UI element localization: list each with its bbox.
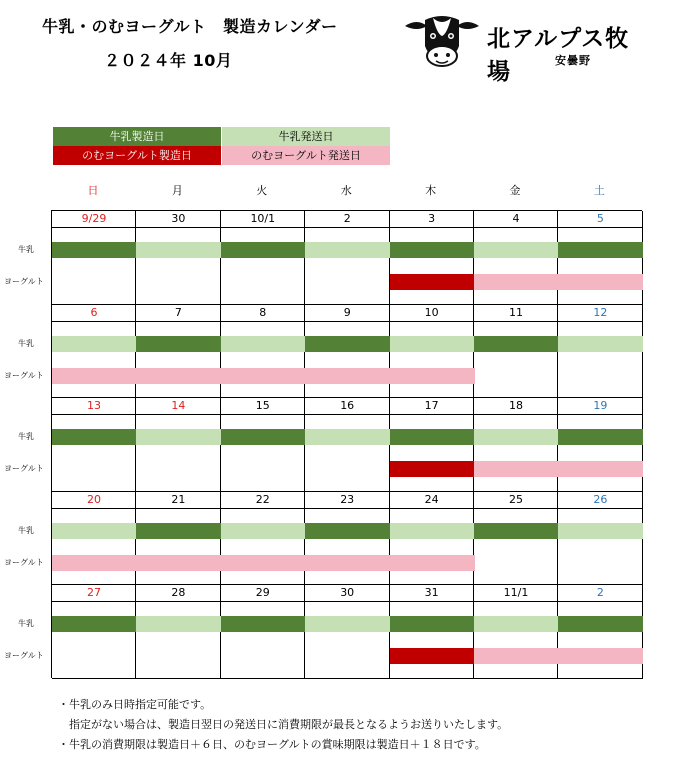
- weekday-label: 木: [425, 184, 437, 197]
- yogurt-shipping-bar: [136, 368, 221, 384]
- day-number: 10/1: [250, 212, 276, 225]
- yogurt-shipping-bar: [558, 461, 642, 477]
- yogurt-shipping-bar: [474, 648, 559, 664]
- date-divider: [221, 601, 305, 602]
- day-number: 25: [509, 492, 523, 506]
- date-divider: [305, 508, 389, 509]
- milk-shipping-bar: [474, 429, 559, 445]
- milk-shipping-bar: [52, 523, 137, 539]
- date-divider: [305, 601, 389, 602]
- milk-shipping-bar: [136, 429, 221, 445]
- milk-shipping-bar: [558, 336, 642, 352]
- milk-production-bar: [390, 242, 475, 258]
- milk-production-bar: [136, 336, 221, 352]
- day-number: 11: [509, 305, 523, 319]
- weekday-label: 月: [171, 184, 183, 197]
- milk-shipping-bar: [390, 523, 475, 539]
- milk-production-bar: [52, 242, 137, 258]
- yogurt-shipping-bar: [136, 555, 221, 571]
- milk-shipping-bar: [390, 336, 475, 352]
- date-divider: [390, 321, 474, 322]
- milk-shipping-bar: [52, 336, 137, 352]
- day-number: 12: [593, 305, 608, 319]
- weekday-label: 水: [340, 184, 352, 197]
- date-divider: [136, 508, 220, 509]
- date-divider: [221, 321, 305, 322]
- day-number: 7: [174, 305, 182, 319]
- date-divider: [136, 414, 220, 415]
- date-divider: [474, 414, 558, 415]
- legend-milk-production: 牛乳製造日: [53, 127, 221, 146]
- note-line: ・牛乳のみ日時指定可能です。: [58, 698, 212, 711]
- legend-yogurt-production: のむヨーグルト製造日: [53, 146, 221, 165]
- yogurt-production-bar: [390, 648, 475, 664]
- day-number: 31: [424, 586, 439, 600]
- milk-production-bar: [52, 616, 137, 632]
- date-divider: [390, 601, 474, 602]
- milk-production-bar: [52, 429, 137, 445]
- date-divider: [305, 227, 389, 228]
- day-number: 5: [596, 212, 604, 225]
- note-line: 指定がない場合は、製造日翌日の発送日に消費期限が最長となるようお送りいたします。: [58, 718, 509, 731]
- yogurt-shipping-bar: [305, 368, 390, 384]
- brand-name: 北アルプス牧場: [487, 26, 630, 85]
- date-divider: [136, 601, 220, 602]
- date-divider: [52, 414, 136, 415]
- yogurt-production-bar: [390, 461, 475, 477]
- yogurt-production-bar: [390, 274, 475, 290]
- date-divider: [221, 227, 305, 228]
- yogurt-shipping-bar: [558, 274, 642, 290]
- milk-production-bar: [390, 429, 475, 445]
- date-divider: [390, 508, 474, 509]
- milk-shipping-bar: [136, 616, 221, 632]
- legend-milk-shipping: 牛乳発送日: [222, 127, 390, 146]
- legend-yogurt-shipping: のむヨーグルト発送日: [222, 146, 390, 165]
- day-number: 15: [255, 399, 270, 413]
- milk-shipping-bar: [136, 242, 221, 258]
- milk-production-bar: [221, 616, 306, 632]
- day-number: 2: [343, 212, 351, 225]
- day-number: 18: [509, 399, 523, 413]
- row-label-milk: 牛乳: [18, 338, 34, 348]
- milk-shipping-bar: [305, 429, 390, 445]
- weekday-label: 日: [87, 184, 99, 197]
- day-number: 8: [259, 305, 267, 319]
- milk-production-bar: [558, 616, 642, 632]
- day-number: 24: [424, 492, 439, 506]
- date-divider: [558, 321, 642, 322]
- yogurt-shipping-bar: [558, 648, 642, 664]
- date-divider: [305, 321, 389, 322]
- milk-shipping-bar: [474, 242, 559, 258]
- row-label-yogurt: ヨーグルト: [4, 464, 44, 474]
- day-number: 4: [512, 212, 520, 225]
- date-divider: [558, 601, 642, 602]
- row-label-yogurt: ヨーグルト: [4, 277, 44, 286]
- day-number: 30: [340, 586, 355, 600]
- day-number: 29: [255, 586, 270, 600]
- yogurt-shipping-bar: [390, 368, 475, 384]
- yogurt-shipping-bar: [221, 555, 306, 571]
- day-number: 19: [593, 399, 608, 413]
- milk-production-bar: [136, 523, 221, 539]
- milk-shipping-bar: [305, 616, 390, 632]
- milk-production-bar: [558, 429, 642, 445]
- yogurt-shipping-bar: [390, 555, 475, 571]
- day-number: 27: [87, 586, 101, 600]
- day-number: 21: [171, 492, 186, 506]
- weekday-label: 金: [509, 184, 521, 197]
- page-subtitle: ２０２４年 10月: [104, 51, 233, 70]
- row-label-yogurt: ヨーグルト: [4, 651, 44, 661]
- weekday-label: 火: [256, 184, 268, 197]
- milk-shipping-bar: [221, 336, 306, 352]
- day-number: 3: [428, 212, 436, 225]
- day-number: 6: [90, 305, 98, 319]
- milk-shipping-bar: [305, 242, 390, 258]
- milk-shipping-bar: [474, 616, 559, 632]
- date-divider: [390, 414, 474, 415]
- row-label-milk: 牛乳: [18, 619, 34, 629]
- date-divider: [221, 414, 305, 415]
- date-divider: [136, 227, 220, 228]
- date-divider: [136, 321, 220, 322]
- date-divider: [305, 414, 389, 415]
- note-line: ・牛乳の消費期限は製造日＋６日、のむヨーグルトの賞味期限は製造日＋１８日です。: [58, 738, 486, 751]
- milk-production-bar: [390, 616, 475, 632]
- cow-logo-icon: [403, 12, 481, 74]
- page-title: 牛乳・のむヨーグルト 製造カレンダー: [42, 17, 338, 36]
- day-number: 20: [87, 492, 101, 506]
- date-divider: [390, 227, 474, 228]
- date-divider: [558, 414, 642, 415]
- date-divider: [558, 508, 642, 509]
- notes: [58, 695, 508, 755]
- day-number: 9/29: [81, 212, 107, 225]
- yogurt-shipping-bar: [221, 368, 306, 384]
- row-label-milk: 牛乳: [18, 432, 34, 442]
- milk-production-bar: [474, 336, 559, 352]
- yogurt-shipping-bar: [305, 555, 390, 571]
- yogurt-shipping-bar: [474, 461, 559, 477]
- milk-shipping-bar: [221, 523, 306, 539]
- date-divider: [221, 508, 305, 509]
- row-label-milk: 牛乳: [18, 525, 34, 535]
- milk-production-bar: [474, 523, 559, 539]
- day-number: 2: [596, 586, 604, 600]
- brand-location: 安曇野: [555, 54, 591, 67]
- milk-shipping-bar: [558, 523, 642, 539]
- calendar-grid: [51, 210, 642, 678]
- row-label-yogurt: ヨーグルト: [4, 370, 44, 380]
- day-number: 22: [255, 492, 270, 506]
- yogurt-shipping-bar: [52, 555, 137, 571]
- weekday-label: 土: [593, 184, 605, 197]
- milk-production-bar: [305, 523, 390, 539]
- yogurt-shipping-bar: [52, 368, 137, 384]
- day-number: 17: [424, 399, 439, 413]
- day-number: 23: [340, 492, 355, 506]
- date-divider: [474, 321, 558, 322]
- date-divider: [52, 227, 136, 228]
- day-number: 16: [340, 399, 355, 413]
- day-number: 14: [171, 399, 186, 413]
- date-divider: [52, 321, 136, 322]
- legend: [53, 127, 390, 165]
- milk-production-bar: [221, 242, 306, 258]
- date-divider: [52, 508, 136, 509]
- date-divider: [52, 601, 136, 602]
- milk-production-bar: [558, 242, 642, 258]
- day-number: 28: [171, 586, 186, 600]
- day-number: 9: [343, 305, 351, 319]
- day-number: 10: [424, 305, 439, 319]
- milk-production-bar: [221, 429, 306, 445]
- row-label-yogurt: ヨーグルト: [4, 557, 44, 567]
- row-label-milk: 牛乳: [18, 245, 34, 254]
- day-number: 26: [593, 492, 608, 506]
- brand-logo: [403, 12, 653, 85]
- day-number: 11/1: [503, 586, 529, 600]
- day-number: 13: [87, 399, 101, 413]
- day-number: 30: [171, 212, 186, 225]
- yogurt-shipping-bar: [474, 274, 559, 290]
- date-divider: [474, 508, 558, 509]
- milk-production-bar: [305, 336, 390, 352]
- date-divider: [558, 227, 642, 228]
- date-divider: [474, 601, 558, 602]
- date-divider: [474, 227, 558, 228]
